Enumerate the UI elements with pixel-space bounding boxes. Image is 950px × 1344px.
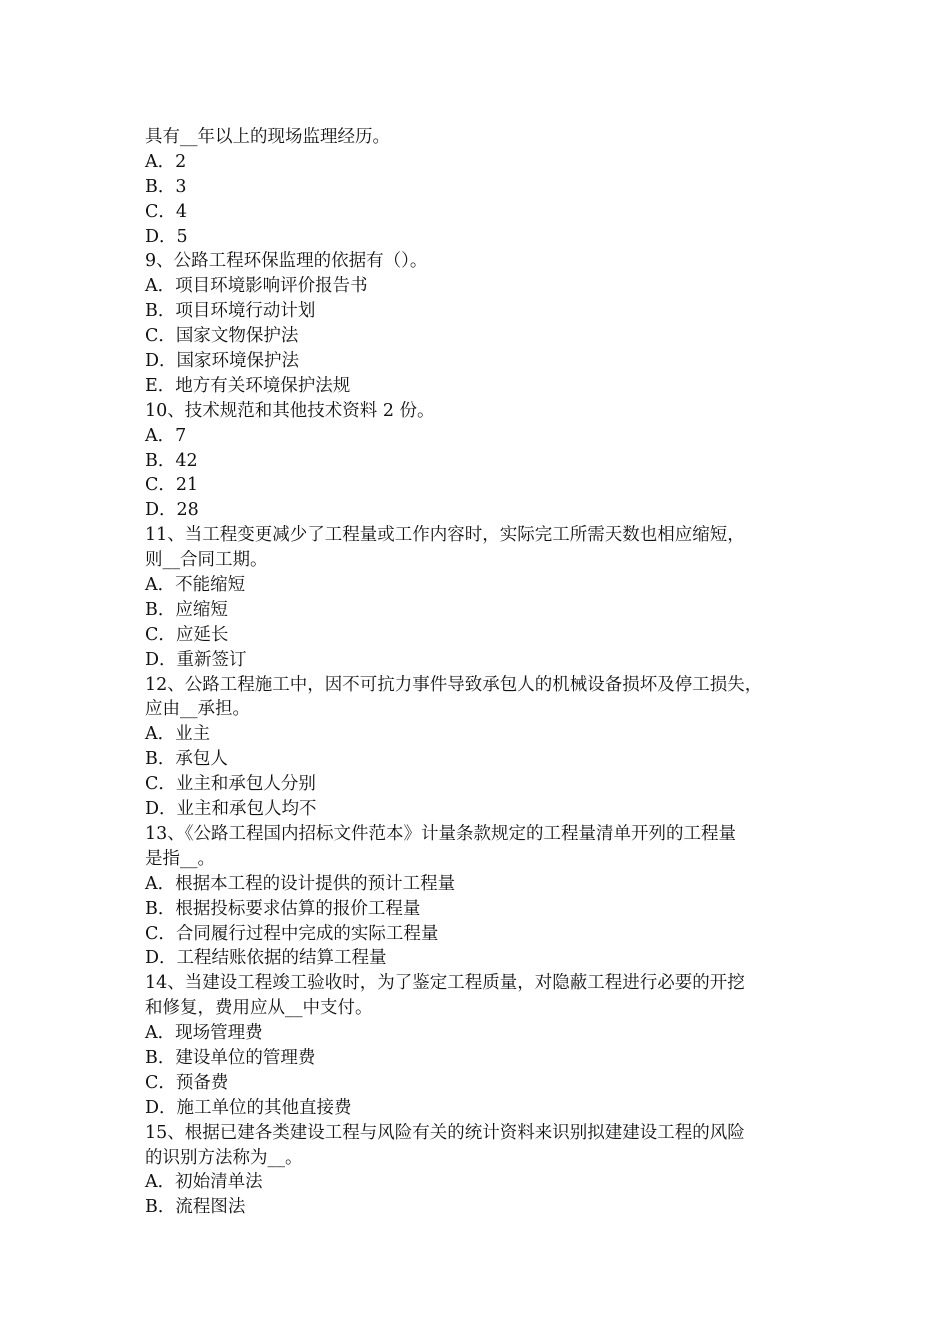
text-line: A．2 [145,151,187,172]
text-line: C．国家文物保护法 [145,326,299,347]
text-line: 10、技术规范和其他技术资料 2 份。 [145,400,435,421]
text-line: A．现场管理费 [145,1023,263,1044]
text-line: C．合同履行过程中完成的实际工程量 [145,923,439,944]
text-line: A．7 [145,425,187,446]
text-line: C．业主和承包人分别 [145,774,316,795]
document-page [145,125,835,1220]
text-line: 是指__。 [145,848,215,869]
text-line: A．根据本工程的设计提供的预计工程量 [145,873,456,894]
text-line: 和修复，费用应从__中支付。 [145,998,373,1019]
text-line: D．施工单位的其他直接费 [145,1097,352,1118]
text-line: 的识别方法称为__。 [145,1147,303,1168]
text-line: A．不能缩短 [145,575,246,596]
text-line: 应由__承担。 [145,699,250,720]
text-line: 9、公路工程环保监理的依据有（）。 [145,251,428,272]
text-line: 具有__年以上的现场监理经历。 [145,127,390,147]
text-line: B．建设单位的管理费 [145,1047,316,1068]
text-line: 15、根据已建各类建设工程与风险有关的统计资料来识别拟建建设工程的风险 [145,1122,745,1143]
text-line: C．4 [145,201,188,222]
text-line: A．业主 [145,724,211,745]
text-line: C．应延长 [145,624,229,645]
text-line: 11、当工程变更减少了工程量或工作内容时，实际完工所需天数也相应缩短， [145,525,745,546]
text-line: D．工程结账依据的结算工程量 [145,948,387,969]
text-line: D．重新签订 [145,649,247,670]
text-line: C．预备费 [145,1072,229,1093]
text-line: B．项目环境行动计划 [145,301,316,322]
text-line: E．地方有关环境保护法规 [145,375,351,396]
text-line: B．应缩短 [145,599,228,620]
text-line: 则__合同工期。 [145,550,268,571]
text-line: A．初始清单法 [145,1172,263,1193]
text-line: 12、公路工程施工中，因不可抗力事件导致承包人的机械设备损坏及停工损失， [145,674,763,695]
text-line: 13、《公路工程国内招标文件范本》计量条款规定的工程量清单开列的工程量 [145,823,737,844]
text-line: B．根据投标要求估算的报价工程量 [145,898,421,919]
text-line: B．承包人 [145,749,228,770]
text-line: B．3 [145,176,187,197]
text-line: D．5 [145,226,188,247]
text-line: 14、当建设工程竣工验收时，为了鉴定工程质量，对隐蔽工程进行必要的开挖 [145,973,745,994]
text-line: D．业主和承包人均不 [145,799,317,820]
text-line: A．项目环境影响评价报告书 [145,276,368,297]
text-line: B．42 [145,450,198,471]
text-line: C．21 [145,475,199,496]
text-line: D．国家环境保护法 [145,351,300,372]
text-line: B．流程图法 [145,1197,246,1218]
text-line: D．28 [145,500,199,521]
